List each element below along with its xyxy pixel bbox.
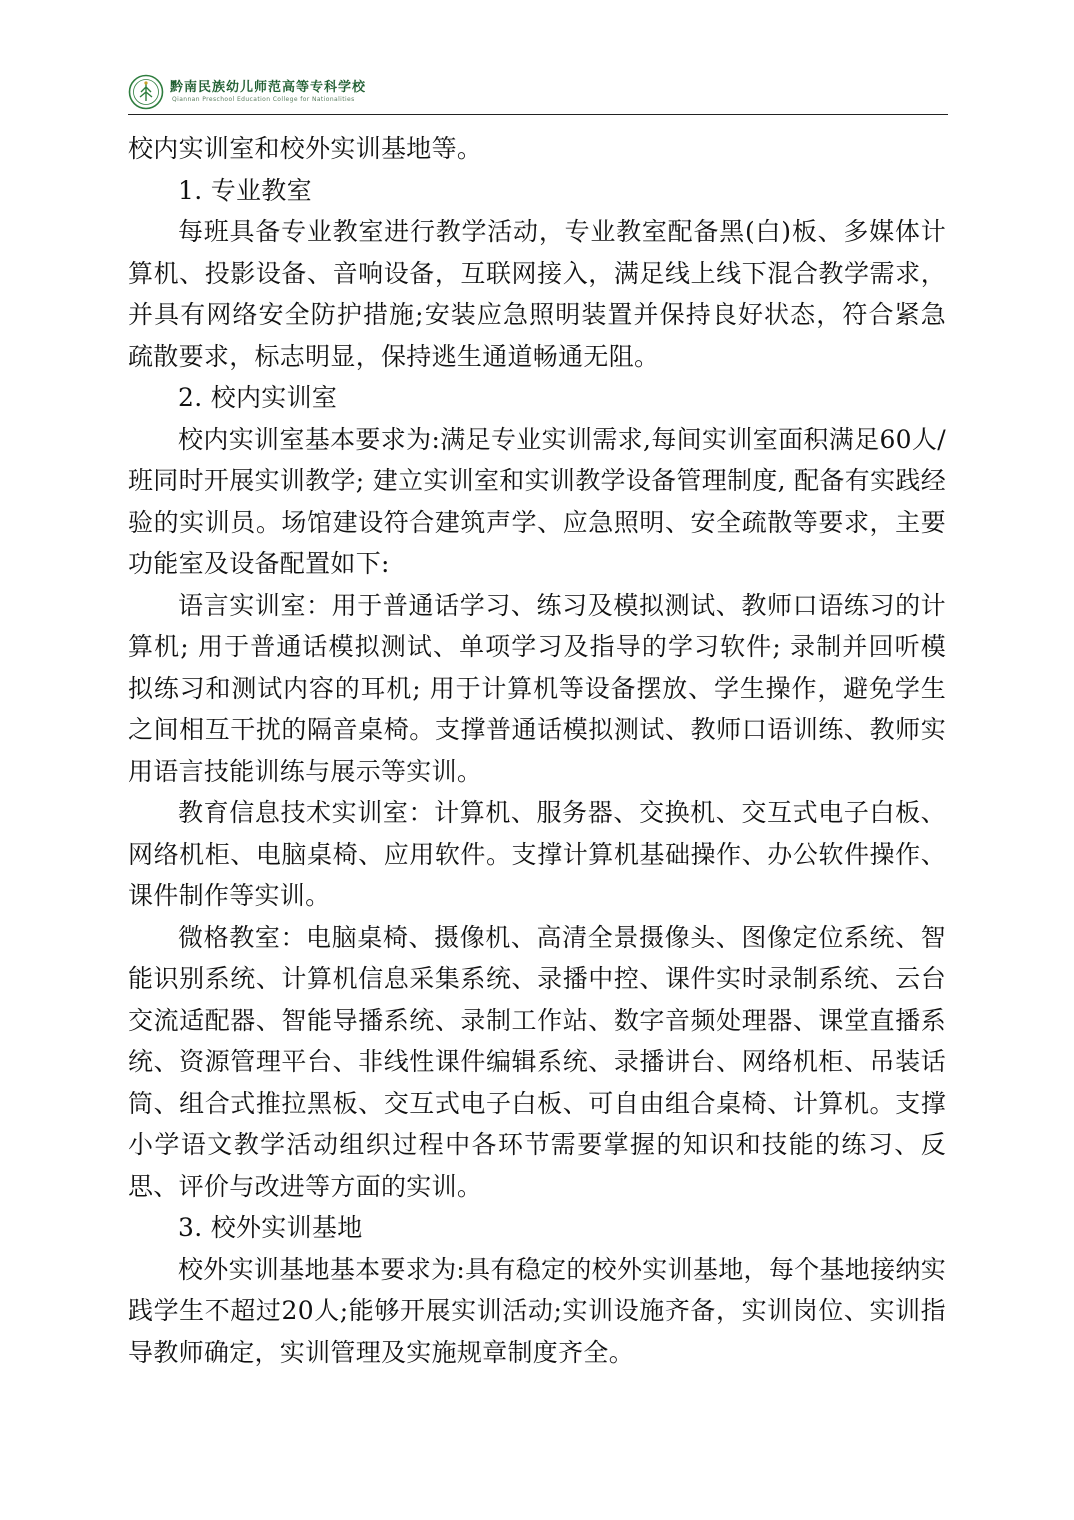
paragraph-it-training-room: 教育信息技术实训室：计算机、服务器、交换机、交互式电子白板、网络机柜、电脑桌椅、应用软件。支撑计算机基础操作、办公软件操作、课件制作等实训。 (128, 798, 946, 910)
section-heading-professional-classroom: 1. 专业教室 (178, 175, 312, 205)
paragraph-on-campus-requirements: 校内实训室基本要求为:满足专业实训需求,每间实训室面积满足60人/班同时开展实训教学; 建立实训室和实训教学设备管理制度, 配备有实践经验的实训员。场馆建设符合建筑声学、应急照明、安全疏散等要求，主要功能室及设备配置如下: (128, 424, 946, 578)
section-heading-off-campus-base: 3. 校外实训基地 (178, 1213, 363, 1242)
paragraph-continuation: 校内实训室和校外实训基地等。 (128, 134, 483, 163)
paragraph-microteaching-classroom: 微格教室：电脑桌椅、摄像机、高清全景摄像头、图像定位系统、智能识别系统、计算机信息采集系统、录播中控、课件实时录制系统、云台交流适配器、智能导播系统、录制工作站、数字音频处理器、课堂直播系统、资源管理平台、非线性课件编辑系统、录播讲台、网络机柜、吊装话筒、组合式推拉黑板、交互式电子白板、可自由组合桌椅、计算机。支撑小学语文教学活动组织过程中各环节需要掌握的知识和技能的练习、反思、评价与改进等方面的实训。 (128, 922, 946, 1201)
paragraph-off-campus-requirements: 校外实训基地基本要求为:具有稳定的校外实训基地，每个基地接纳实践学生不超过20人;能够开展实训活动;实训设施齐备，实训岗位、实训指导教师确定，实训管理及实施规章制度齐全。 (128, 1254, 946, 1367)
page-header (128, 70, 948, 118)
document-body (128, 128, 946, 1373)
header-divider (128, 114, 948, 115)
paragraph-professional-classroom: 每班具备专业教室进行教学活动，专业教室配备黑(白)板、多媒体计算机、投影设备、音响设备，互联网接入，满足线上线下混合教学需求，并具有网络安全防护措施;安装应急照明装置并保持良好状态，符合紧急疏散要求，标志明显，保持逃生通道畅通无阻。 (128, 217, 946, 371)
paragraph-language-training-room: 语言实训室：用于普通话学习、练习及模拟测试、教师口语练习的计算机; 用于普通话模拟测试、单项学习及指导的学习软件; 录制并回听模拟练习和测试内容的耳机; 用于计算机等设备摆放、学生操作，避免学生之间相互干扰的隔音桌椅。支撑普通话模拟测试、教师口语训练、教师实用语言技能训练与展示等实训。 (128, 590, 946, 786)
school-name-cn: 黔南民族幼儿师范高等专科学校 (170, 80, 367, 95)
section-heading-on-campus-training-room: 2. 校内实训室 (178, 383, 338, 412)
school-name-en: Qiannan Preschool Education College for Nationalities (172, 96, 355, 103)
school-logo-icon (128, 74, 164, 110)
